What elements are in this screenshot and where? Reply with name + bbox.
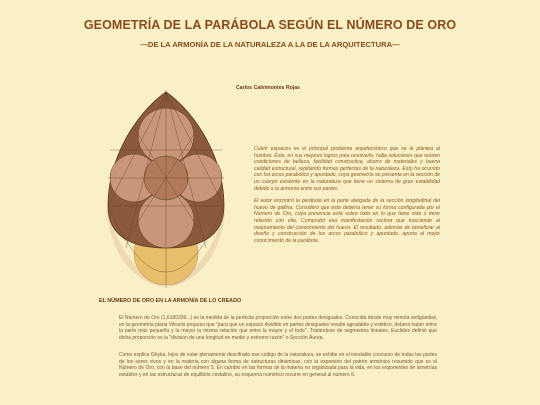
section-paragraph-2: Como explica Ghyka, lejos de estar plenamente descifrado ese código de la naturaleza, se exhibe en el inestable concurso de todas las partes de los seres vivos y en la materia con alguna forma de estructuras dinámicas, con la expresión del patrón armónico resumido que es el Número de Oro, con la base del número 5. En cambio en las formas de la materia no organizada para la vida, en los exponentes de simetrías estables y en las estructuras de equilibrio cristalino, su esquema numérico recurre en general al número 6. xyxy=(119,352,437,378)
page-subtitle: —DE LA ARMONÍA DE LA NATURALEZA A LA DE LA ARQUITECTURA— xyxy=(140,40,400,49)
intro-paragraph-1: Cubrir espacios es el principal problema arquitectónico que se le plantea al hombre. Éste, en sus mejores logros para resolverlo, halla soluciones que reúnen condiciones de belleza, facilidad constructiva, ahorro de materiales y buena calidad estructural, repitiendo formas perfectas de la naturaleza. Esto ha ocurrido con los arcos parabólico y apuntado, cuya geometría se presenta en la sección de un cuerpo existente en la naturaleza que tiene un sistema de gran estabilidad debido a la armonía entre sus partes. xyxy=(254,146,440,192)
egg-parabola-figure xyxy=(96,88,236,293)
section-heading: EL NÚMERO DE ORO EN LA ARMONÍA DE LO CREADO xyxy=(99,298,242,304)
section-paragraph-1: El Número de Oro (1,6180339...) es la medida de la perfecta proporción entre dos partes desiguales. Conocida desde muy remota antigüedad, en la geometría plana Vitruvio propuso que "para que un espacio dividido en partes desiguales resulte agradable y estético, deberá haber entre la parte más pequeña y la mayor la misma relación que entre la mayor y el todo". Tratándose de segmentos lineales, Euclides definió que dicha proporción es la "división de una longitud en medio y extremo razón" o Sección Áurea. xyxy=(119,315,437,341)
page-title: GEOMETRÍA DE LA PARÁBOLA SEGÚN EL NÚMERO DE ORO xyxy=(83,18,457,32)
egg-parabola-diagram xyxy=(96,88,236,293)
intro-text xyxy=(254,146,440,250)
author-name: Carlos Calvimontes Rojas xyxy=(236,85,301,91)
section-body xyxy=(119,315,437,389)
intro-paragraph-2: El autor encontró la parábola en la parte alargada de la sección longitudinal del huevo de gallina. Consideró que éste debería tener su forma configurada por el Número de Oro, cuya presencia está sobre todo en lo que tiene vida o tiene relación con ella. Comprobó esa manifestación rectora que trasciende al mejoramiento del conocimiento del huevo. El resultado, además de beneficiar al diseño y construcción de los arcos parabólico y apuntado, aporta al mejor conocimiento de la parábola. xyxy=(254,198,440,244)
